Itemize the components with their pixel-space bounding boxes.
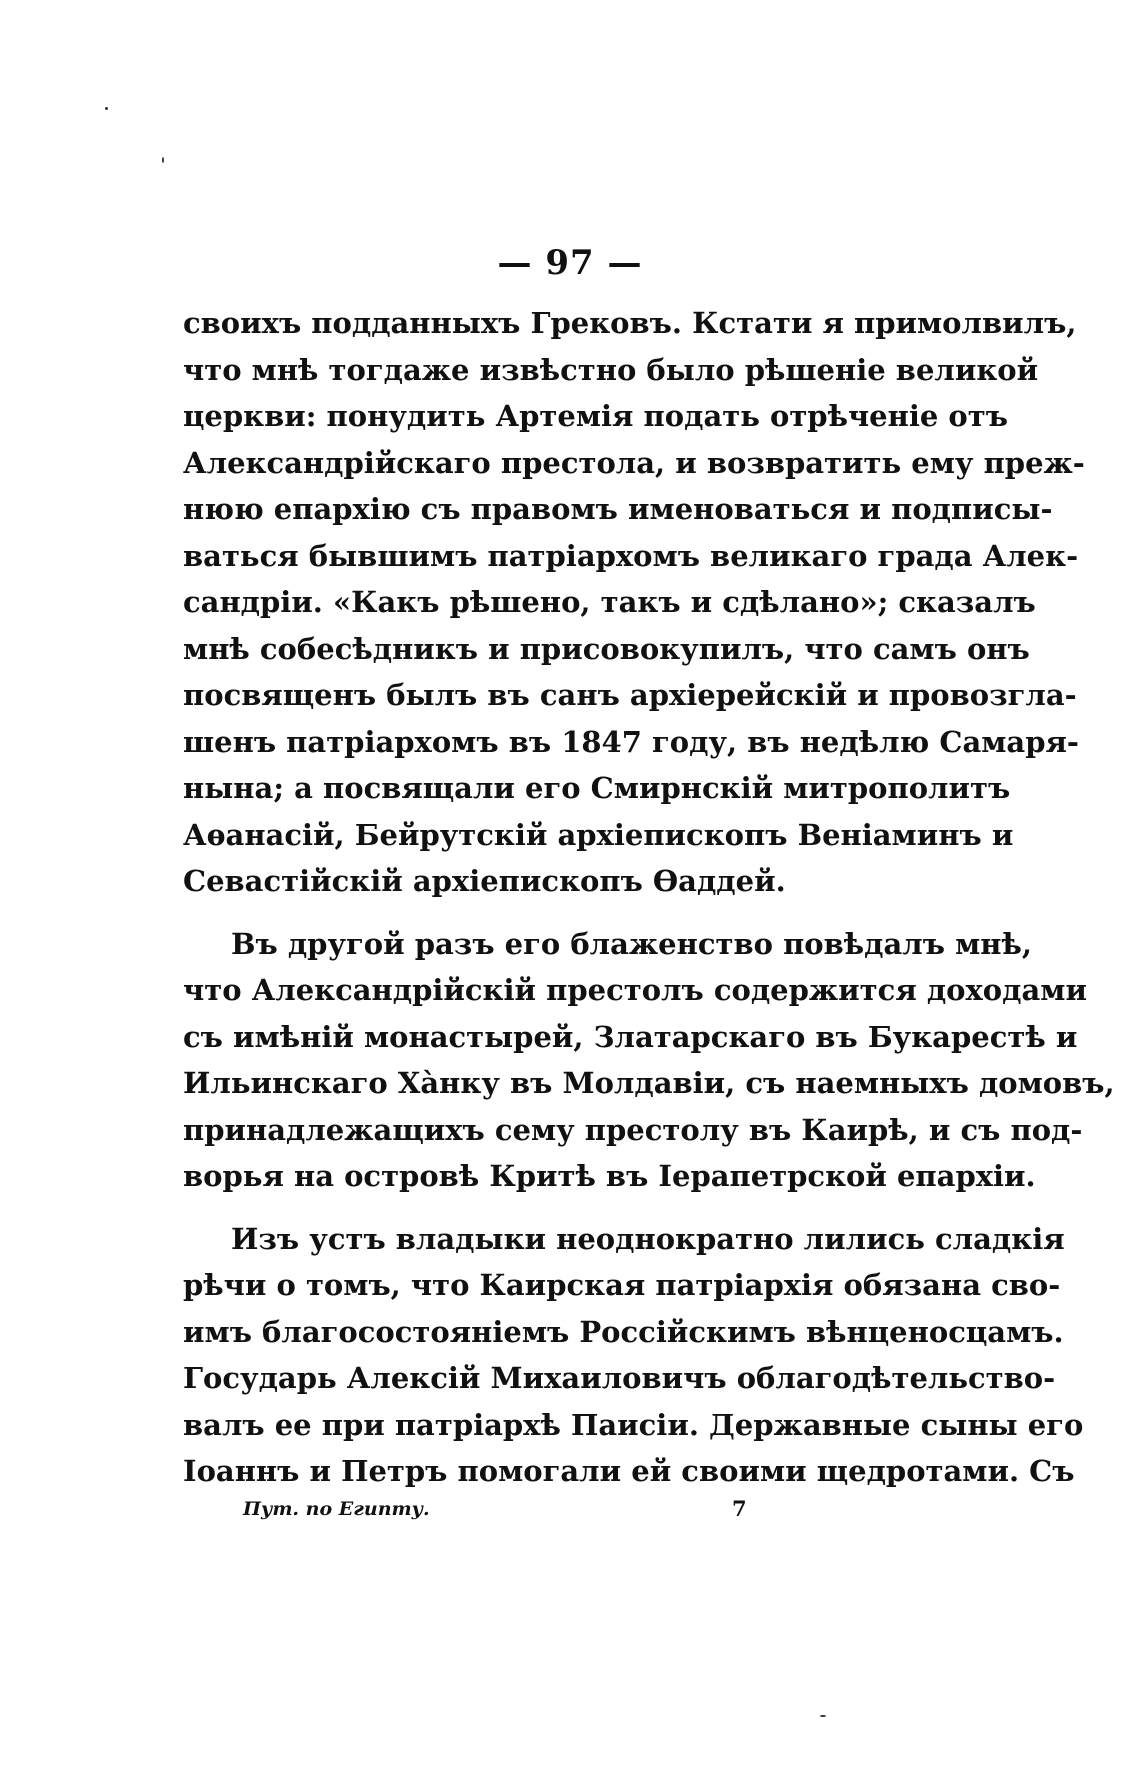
text-line: рѣчи о томъ, что Каирская патріархія обязана сво-: [183, 1268, 1061, 1302]
print-speck: [820, 1715, 826, 1717]
signature-mark: 7: [732, 1496, 747, 1521]
text-line: Государь Алексій Михаиловичъ облагодѣтельство-: [183, 1361, 1056, 1395]
text-line: ворья на островѣ Критѣ въ Іерапетрской епархіи.: [183, 1159, 1036, 1193]
page-footer: [0, 1498, 1140, 1528]
paragraph-gap: [183, 1200, 867, 1216]
print-speck: [162, 157, 164, 163]
paragraph: [183, 1216, 1084, 1495]
text-line: валъ ее при патріархѣ Паисіи. Державные сыны его: [183, 1407, 1084, 1442]
text-line: нына; а посвящали его Смирнскій митрополитъ: [183, 771, 1011, 805]
text-line: церкви: понудить Артемія подать отрѣченіе отъ: [183, 399, 1008, 433]
text-line: имъ благосостояніемъ Россійскимъ вѣнценосцамъ.: [183, 1314, 1064, 1349]
body-text: [183, 300, 1115, 1495]
text-line: нюю епархію съ правомъ именоваться и подписы-: [183, 492, 1053, 526]
text-line: Аѳанасій, Бейрутскій архіепископъ Веніаминъ и: [183, 817, 1014, 852]
text-line: мнѣ собесѣдникъ и присовокупилъ, что самъ онъ: [183, 631, 1030, 666]
paragraph-gap: [183, 905, 867, 921]
text-line: ваться бывшимъ патріархомъ великаго града Алек-: [183, 538, 1079, 573]
text-line: съ имѣній монастырей, Златарскаго въ Букарестѣ и: [183, 1019, 1078, 1054]
text-line: своихъ подданныхъ Грековъ. Кстати я примолвилъ,: [183, 306, 1077, 340]
page-number: — 97 —: [497, 243, 643, 283]
text-line: Александрійскаго престола, и возвратить ему преж-: [183, 445, 1085, 480]
paragraph: [183, 921, 1115, 1200]
text-line: Изъ устъ владыки неоднократно лились сладкія: [231, 1221, 1065, 1256]
text-line: принадлежащихъ сему престолу въ Каирѣ, и съ под-: [183, 1112, 1083, 1147]
text-line: что мнѣ тогдаже извѣстно было рѣшеніе великой: [183, 352, 1039, 387]
paragraph: [183, 300, 1085, 905]
text-line: Въ другой разъ его блаженство повѣдалъ мнѣ,: [231, 926, 1032, 961]
text-line: шенъ патріархомъ въ 1847 году, въ недѣлю Самаря-: [183, 724, 1079, 759]
text-line: Севастійскій архіепископъ Ѳаддей.: [183, 864, 786, 898]
text-line: Іоаннъ и Петръ помогали ей своими щедротами. Съ: [183, 1454, 1075, 1488]
text-line: что Александрійскій престолъ содержится доходами: [183, 973, 1087, 1007]
text-line: Ильинскаго Ха̀нку въ Молдавіи, съ наемныхъ домовъ,: [183, 1066, 1115, 1100]
signature-title: Пут. по Египту.: [243, 1498, 430, 1520]
text-line: посвященъ былъ въ санъ архіерейскій и провозгла-: [183, 678, 1077, 712]
text-line: сандріи. «Какъ рѣшено, такъ и сдѣлано»; сказалъ: [183, 585, 1036, 619]
print-speck: [105, 107, 108, 110]
